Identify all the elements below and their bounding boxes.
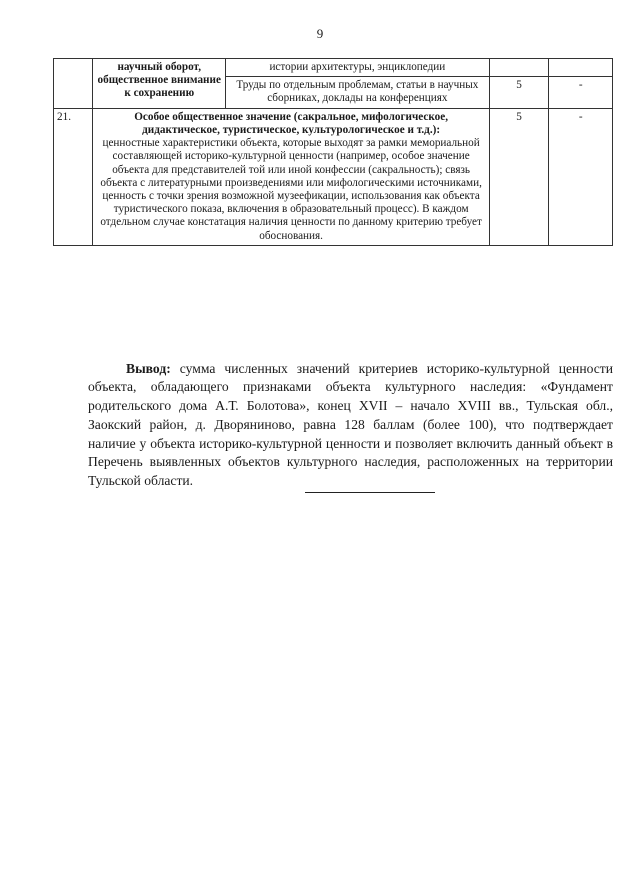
mark-cell: - bbox=[549, 108, 613, 245]
criterion-title: Особое общественное значение (сакральное, мифологическое, дидактическое, туристическое, культурологическое и т.д.): bbox=[134, 110, 449, 136]
row-number: 21. bbox=[54, 108, 93, 245]
criterion-name: научный оборот, общественное внимание к сохранению bbox=[93, 59, 225, 109]
end-divider bbox=[305, 492, 435, 493]
table-row bbox=[54, 59, 613, 77]
conclusion-paragraph bbox=[88, 360, 613, 491]
mark-cell bbox=[549, 59, 613, 77]
page-number: 9 bbox=[316, 26, 324, 41]
criteria-table bbox=[53, 58, 613, 246]
conclusion-label: Вывод: bbox=[126, 360, 171, 376]
conclusion-text: сумма численных значений критериев историко-культурной ценности объекта, обладающего признаками объекта культурного наследия: «Фундамент родительского дома А.Т. Болотова», конец XVII – начало XVIII вв., Тульская обл., Заокский район, д. Дворяниново, равна 128 баллам (более 100), что подтверждает наличие у объекта историко-культурной ценности и позволяет включить данный объект в Перечень выявленных объектов культурного наследия, расположенных на территории Тульской области. bbox=[88, 360, 613, 489]
score-cell bbox=[489, 59, 549, 77]
score-cell: 5 bbox=[489, 108, 549, 245]
subcriterion-text: Труды по отдельным проблемам, статьи в научных сборниках, доклады на конференциях bbox=[225, 77, 489, 108]
mark-cell: - bbox=[549, 77, 613, 108]
score-cell: 5 bbox=[489, 77, 549, 108]
row-number-cell bbox=[54, 59, 93, 109]
criterion-body: ценностные характеристики объекта, которые выходят за рамки мемориальной составляющей историко-культурной ценности (например, особое значение объекта для представителей той или иной конфессии (сакральность); связь объекта с литературными произведениями или мифологическими источниками, ценность с точки зрения возможной музеефикации, использования как объекта туристического показа, включения в образовательный процесс). В каждом отдельном случае констатация наличия ценности по данному критерию требует обоснования. bbox=[100, 137, 482, 242]
subcriterion-text: истории архитектуры, энциклопедии bbox=[225, 59, 489, 77]
criterion-description bbox=[93, 108, 489, 245]
table-row bbox=[54, 108, 613, 245]
